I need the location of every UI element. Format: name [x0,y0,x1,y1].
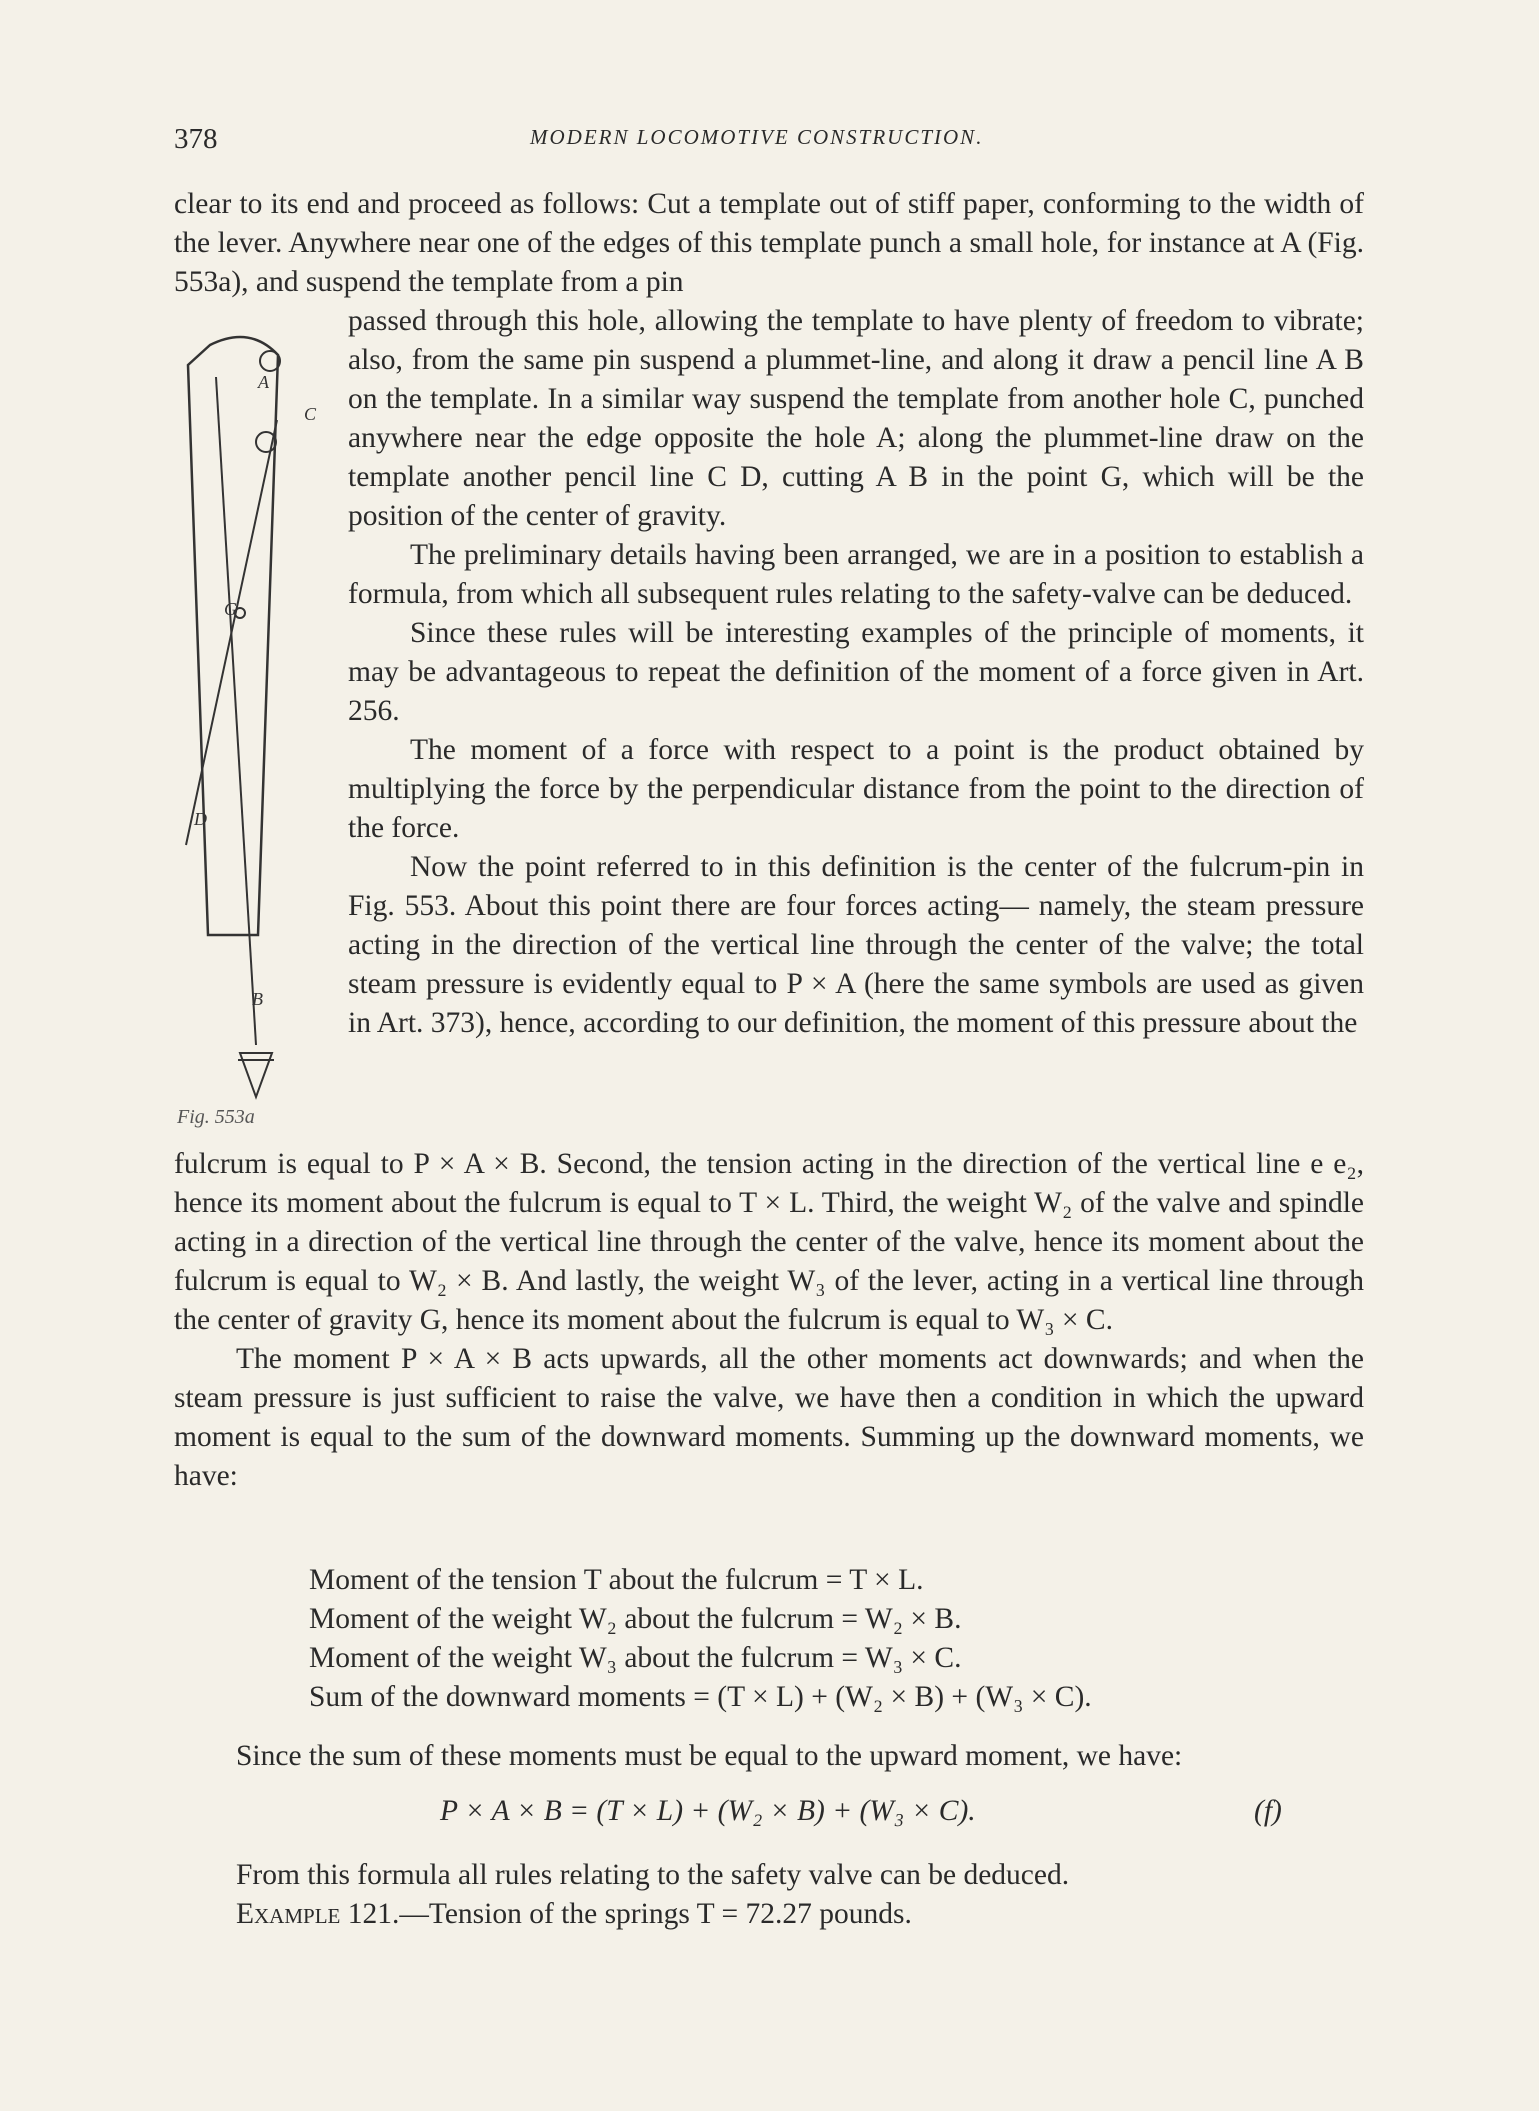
closing-lines [236,1856,1069,1934]
example-text: 121.—Tension of the springs T = 72.27 pounds. [347,1898,912,1930]
moment-line: Moment of the weight W₂ about the fulcrum = W₂ × B. [309,1603,962,1635]
moment-line: Moment of the tension T about the fulcrum = T × L. [309,1564,924,1596]
paragraph-1 [174,185,1364,302]
para5b-text: fulcrum is equal to P × A × B. Second, the tension acting in the direction of the vertical line e e₂, hence its moment about the fulcrum is equal to T × L. Third, the weight W₂ of the valve and spindle acting in a direction of the vertical line through the center of the valve, hence its moment about the fulcrum is equal to W₂ × B. And lastly, the weight W₃ of the lever, acting in a vertical line through the center of gravity G, hence its moment about the fulcrum is equal to W₃ × C. [174,1148,1364,1336]
para5a-text: Now the point referred to in this definition is the center of the fulcrum-pin in Fig. 553. About this point there are four forces acting— namely, the steam pressure acting in the direction of the vertical line through the center of the valve; the total steam pressure is evidently equal to P × A (here the same symbols are used as given in Art. 373), hence, according to our definition, the moment of this pressure about the [348,851,1364,1039]
label-b: B [252,989,263,1009]
formula-label: (f) [1254,1795,1282,1827]
label-a: A [258,372,269,392]
label-d: D [194,809,207,829]
figure-caption: Fig. 553a [177,1106,255,1128]
para6-text: The moment P × A × B acts upwards, all the other moments act downwards; and when the steam pressure is just sufficient to raise the valve, we have then a condition in which the upward moment is equal to the sum of the downward moments. Summing up the downward moments, we have: [174,1343,1364,1492]
example-label: Example [236,1898,341,1930]
moments-list [309,1561,1092,1717]
formula-f: P × A × B = (T × L) + (W₂ × B) + (W₃ × C). [440,1795,976,1827]
page-number: 378 [174,123,218,155]
para4-text: The moment of a force with respect to a point is the product obtained by multiplying the force by the perpendicular distance from the point to the direction of the force. [348,734,1364,844]
text-beside-figure [348,302,1364,1043]
moment-line: Sum of the downward moments = (T × L) + (W₂ × B) + (W₃ × C). [309,1681,1092,1713]
plummet-line-ab [216,377,256,1045]
para1-continued: passed through this hole, allowing the template to have plenty of freedom to vibrate; also, from the same pin suspend a plummet-line, and along it draw a pencil line A B on the template. In a similar way suspend the template from another hole C, punched anywhere near the edge opposite the hole A; along the plummet-line draw on the template another pencil line C D, cutting A B in the point G, which will be the position of the center of gravity. [348,305,1364,532]
template-outline [188,337,278,935]
running-title: MODERN LOCOMOTIVE CONSTRUCTION. [530,125,984,149]
example-line [236,1895,1069,1934]
para2-text: The preliminary details having been arranged, we are in a position to establish a formula, from which all subsequent rules relating to the safety-valve can be deduced. [348,539,1364,610]
label-c: C [304,404,317,424]
moment-line: Moment of the weight W₃ about the fulcrum = W₃ × C. [309,1642,962,1674]
template-figure [170,325,340,1115]
para8-text: From this formula all rules relating to the safety valve can be deduced. [236,1859,1070,1891]
para1-text: clear to its end and proceed as follows: Cut a template out of stiff paper, conforming to the width of the lever. Anywhere near one of the edges of this template punch a small hole, for instance at A (Fig. 553a), and suspend the template from a pin [174,188,1364,298]
paragraph-block-3 [174,1145,1364,1496]
para3-text: Since these rules will be interesting examples of the principle of moments, it may be advantageous to repeat the definition of the moment of a force given in Art. 256. [348,617,1364,727]
label-g: G [224,599,237,619]
para7-text: Since the sum of these moments must be equal to the upward moment, we have: [236,1740,1183,1772]
